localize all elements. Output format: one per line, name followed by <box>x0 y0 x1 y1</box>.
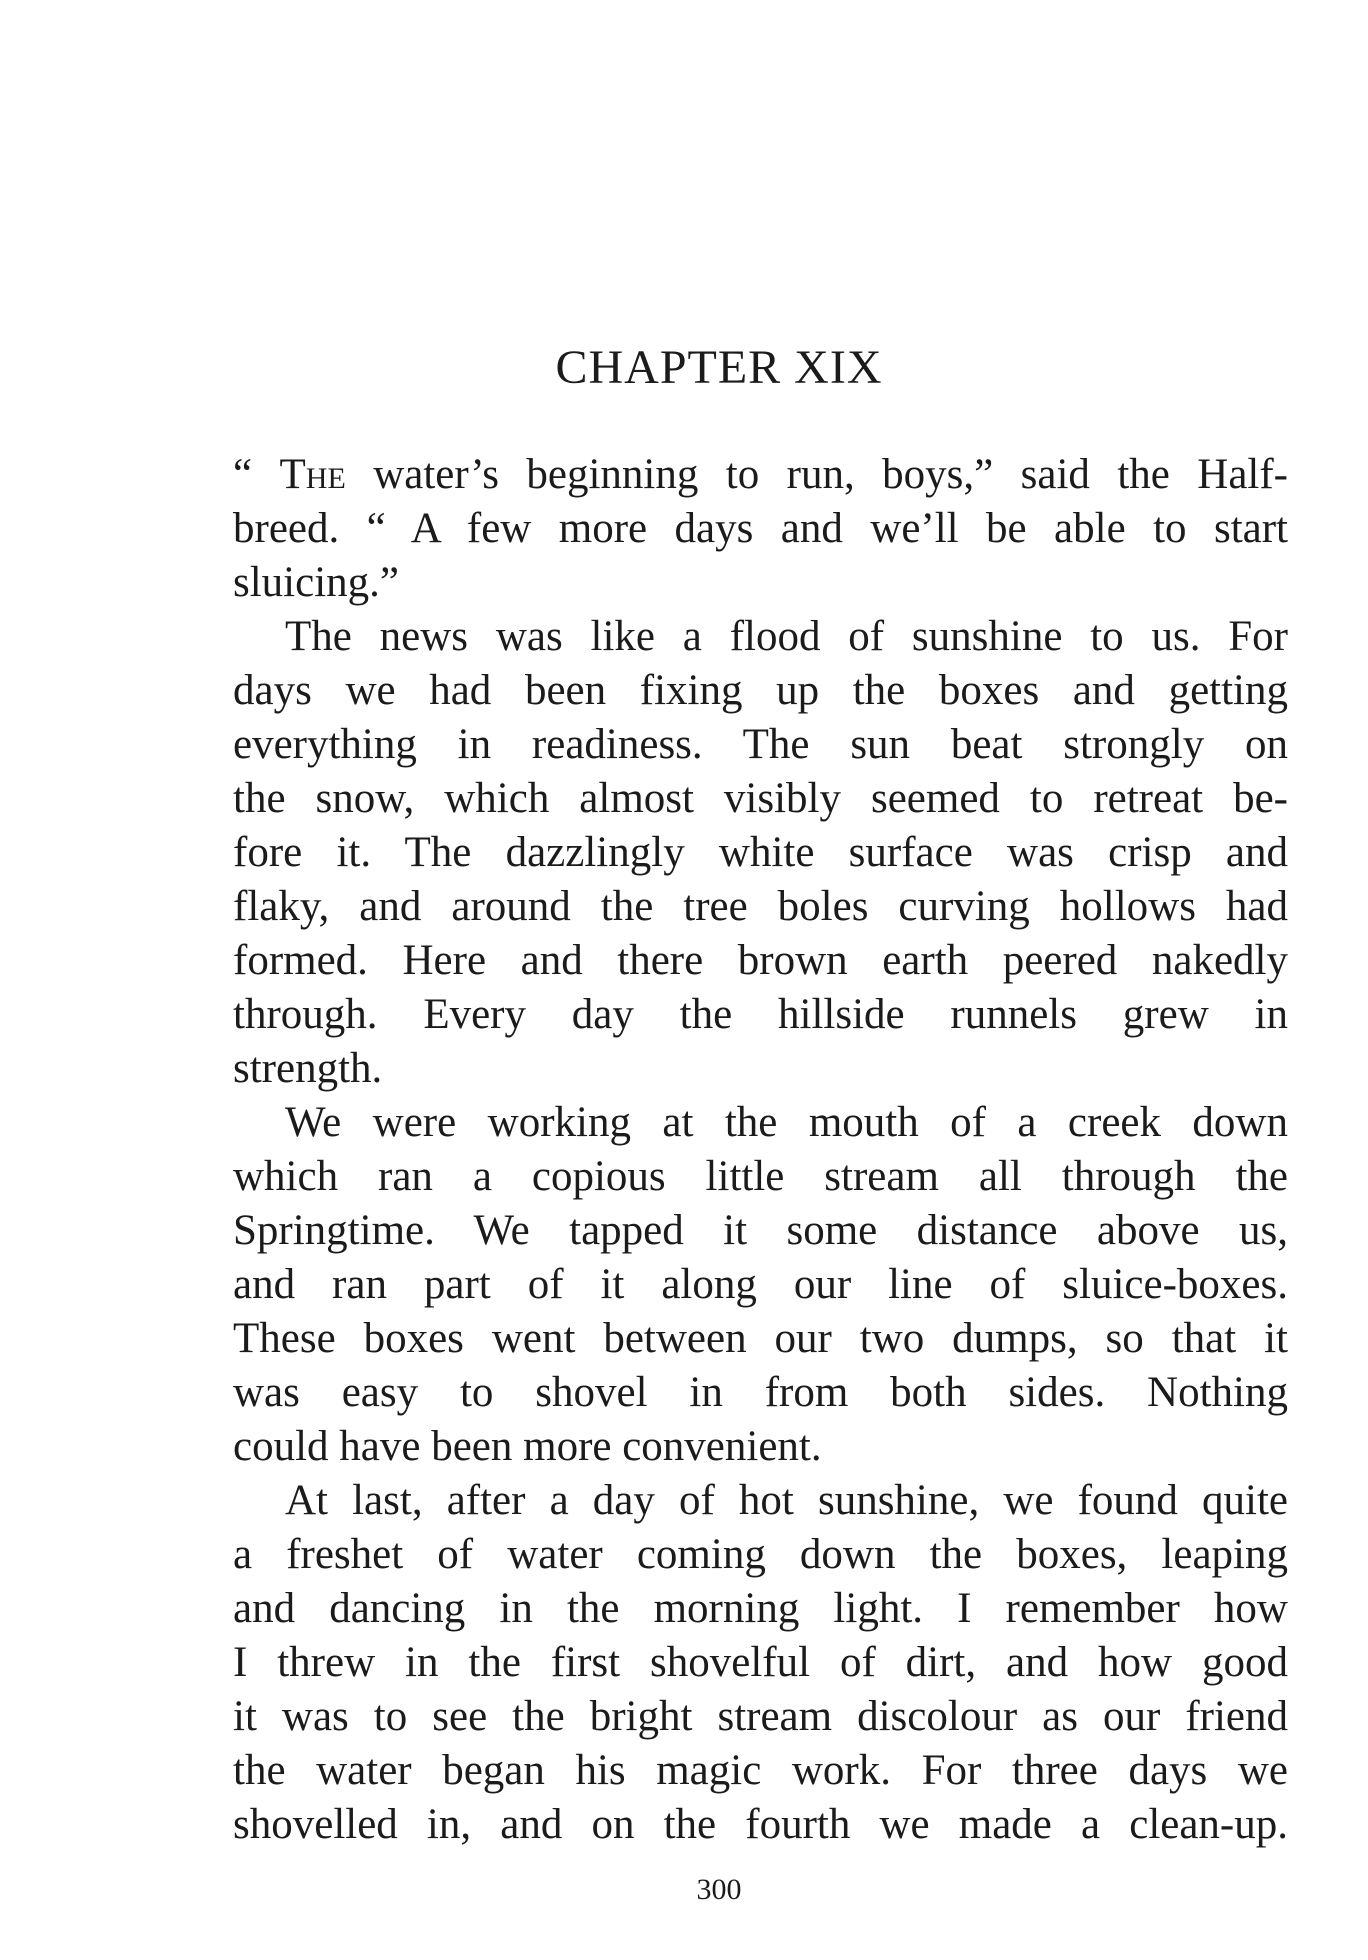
text-line: flaky, and around the tree boles curving hollows had <box>233 883 1288 930</box>
page-number: 300 <box>696 1873 742 1906</box>
text-line: which ran a copious little stream all through the <box>233 1153 1288 1200</box>
text-line: strength. <box>233 1045 383 1092</box>
text-line: days we had been fixing up the boxes and getting <box>233 667 1288 714</box>
text-line: At last, after a day of hot sunshine, we found quite <box>285 1477 1288 1524</box>
text-line: the water began his magic work. For three days we <box>233 1747 1288 1794</box>
text-line: We were working at the mouth of a creek down <box>285 1099 1288 1146</box>
text-line: These boxes went between our two dumps, so that it <box>233 1315 1288 1362</box>
text-line: the snow, which almost visibly seemed to retreat be- <box>233 775 1288 822</box>
line-text: water’s beginning to run, boys,” said the Half- <box>345 451 1288 498</box>
text-line: a freshet of water coming down the boxes, leaping <box>233 1531 1288 1578</box>
text-line: was easy to shovel in from both sides. Nothing <box>233 1369 1288 1416</box>
text-line: I threw in the first shovelful of dirt, and how good <box>233 1639 1288 1686</box>
text-line: through. Every day the hillside runnels grew in <box>233 991 1288 1038</box>
paragraph <box>233 1474 1288 1852</box>
paragraph <box>233 448 1288 610</box>
text-line: shovelled in, and on the fourth we made a clean-up. <box>233 1801 1288 1848</box>
text-line: The news was like a flood of sunshine to us. For <box>285 613 1288 660</box>
text-line: and dancing in the morning light. I remember how <box>233 1585 1288 1632</box>
opening-quote: “ <box>233 451 280 498</box>
paragraph <box>233 610 1288 1096</box>
body-text <box>233 448 1288 1852</box>
text-line <box>233 448 1288 502</box>
text-line: formed. Here and there brown earth peered nakedly <box>233 937 1288 984</box>
paragraph <box>233 1096 1288 1474</box>
text-line: Springtime. We tapped it some distance above us, <box>233 1207 1288 1254</box>
text-line: and ran part of it along our line of sluice-boxes. <box>233 1261 1288 1308</box>
text-line: could have been more convenient. <box>233 1423 822 1470</box>
opening-word: The <box>279 451 346 498</box>
text-line: breed. “ A few more days and we’ll be able to start <box>233 505 1288 552</box>
text-line: sluicing.” <box>233 559 399 606</box>
text-line: it was to see the bright stream discolour as our friend <box>233 1693 1288 1740</box>
chapter-title: CHAPTER XIX <box>555 341 883 394</box>
text-line: everything in readiness. The sun beat strongly on <box>233 721 1288 768</box>
text-line: fore it. The dazzlingly white surface was crisp and <box>233 829 1288 876</box>
